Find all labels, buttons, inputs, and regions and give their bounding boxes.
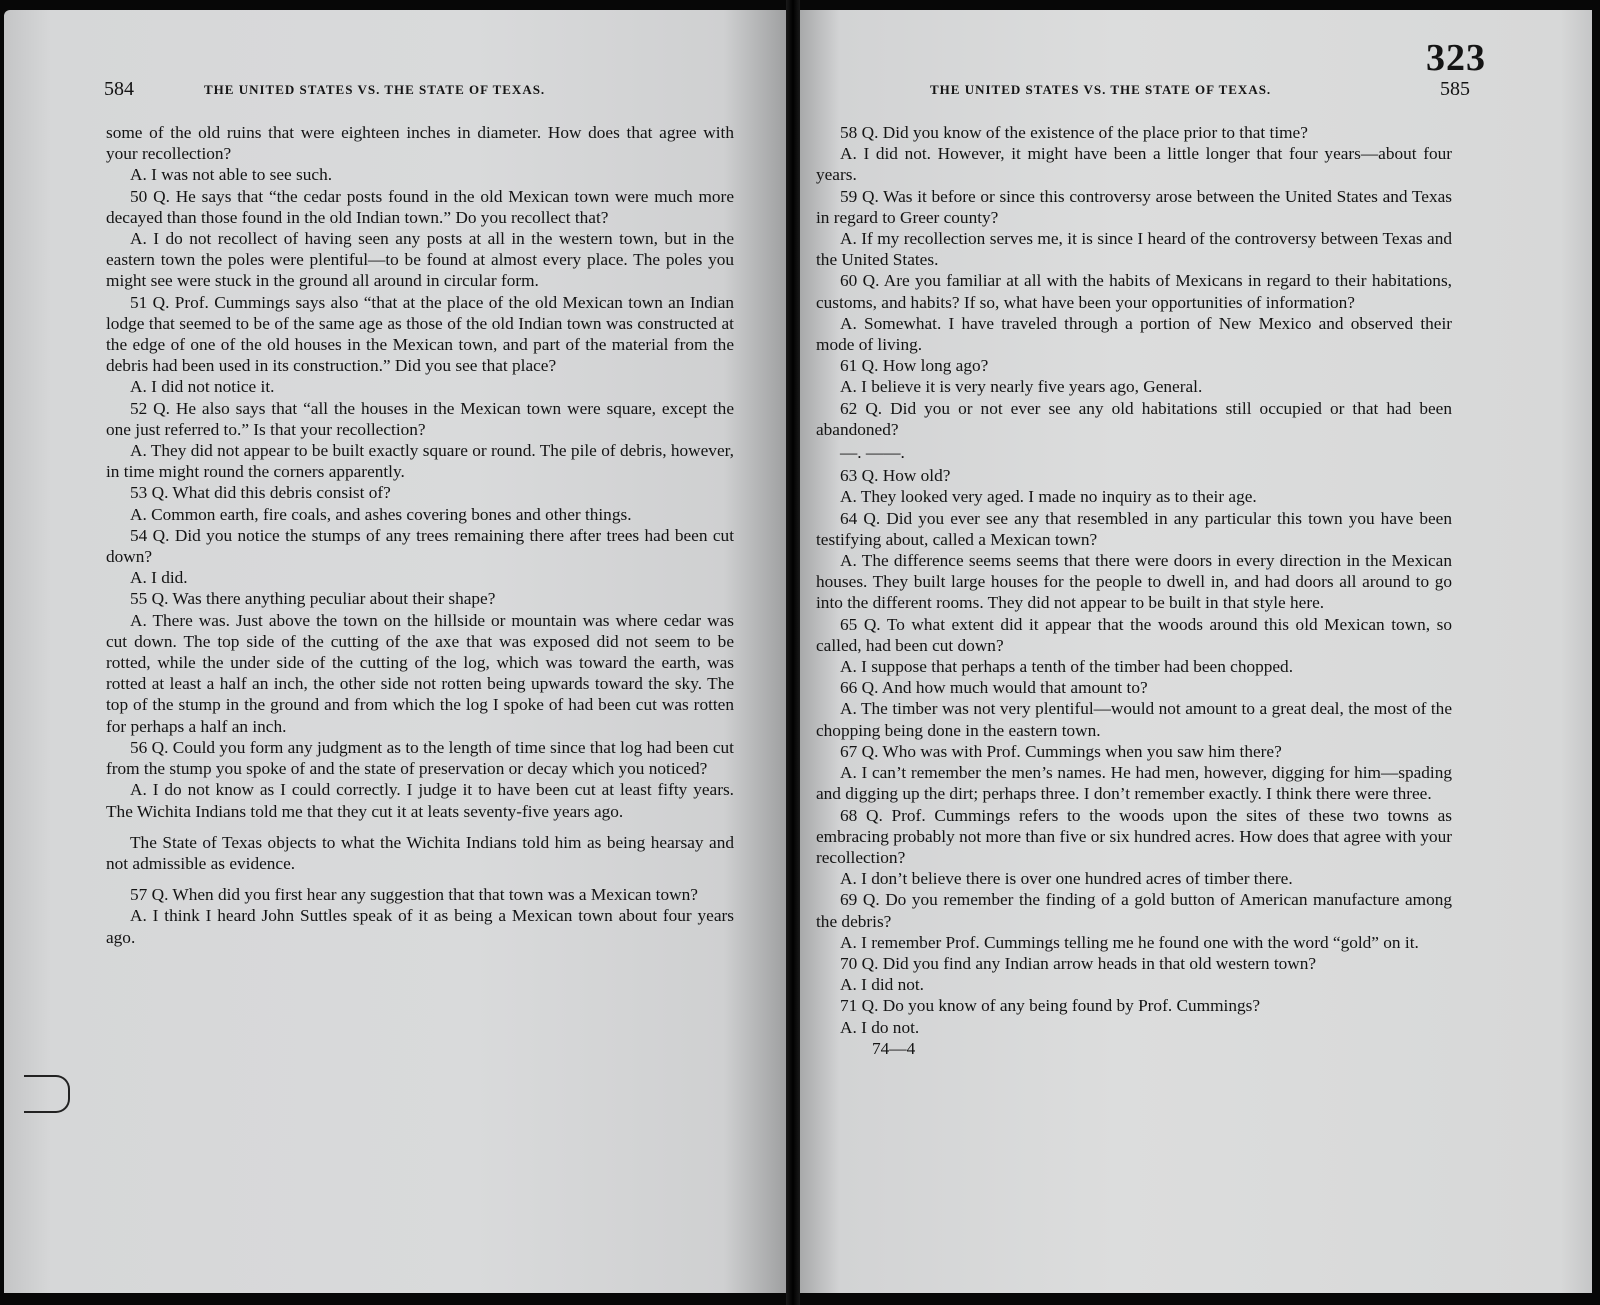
paragraph: 69 Q. Do you remember the finding of a gold button of American manufacture among the debris? <box>816 890 1452 931</box>
paragraph: 66 Q. And how much would that amount to? <box>840 678 1148 698</box>
paragraph: 68 Q. Prof. Cummings refers to the woods upon the sites of these two towns as embracing probably not more than five or six hundred acres. How does that agree with your recollection? <box>816 805 1452 867</box>
paragraph: 60 Q. Are you familiar at all with the habits of Mexicans in regard to their habitations, customs, and habits? If so, what have been your opportunities of information? <box>816 271 1452 312</box>
paragraph: A. I suppose that perhaps a tenth of the timber had been chopped. <box>840 657 1294 677</box>
right-page-text <box>816 122 1452 1059</box>
paragraph: A. If my recollection serves me, it is since I heard of the controversy between Texas and the United States. <box>816 229 1452 270</box>
paragraph: A. I believe it is very nearly five years ago, General. <box>840 377 1203 397</box>
paragraph: 71 Q. Do you know of any being found by Prof. Cummings? <box>840 996 1260 1016</box>
margin-bracket-mark <box>24 1075 70 1113</box>
paragraph: 65 Q. To what extent did it appear that the woods around this old Mexican town, so called, had been cut down? <box>816 614 1452 655</box>
paragraph: A. I remember Prof. Cummings telling me he found one with the word “gold” on it. <box>840 932 1419 952</box>
paragraph: some of the old ruins that were eighteen inches in diameter. How does that agree with your recollection? <box>106 123 734 164</box>
objection-note: The State of Texas objects to what the Wichita Indians told him as being hearsay and not admissible as evidence. <box>106 832 734 873</box>
paragraph: 67 Q. Who was with Prof. Cummings when you saw him there? <box>840 741 1282 761</box>
paragraph: 53 Q. What did this debris consist of? <box>130 483 391 503</box>
paragraph: A. They looked very aged. I made no inquiry as to their age. <box>840 487 1257 507</box>
paragraph: 63 Q. How old? <box>840 466 951 486</box>
paragraph: A. I do not know as I could correctly. I judge it to have been cut at least fifty years. The Wichita Indians told me that they cut it at leats seventy-five years ago. <box>106 780 734 821</box>
paragraph: A. I do not recollect of having seen any posts at all in the western town, but in the eastern town the poles were plentiful—to be found at almost every place. The poles you might see were stuck in the ground all around in circular form. <box>106 229 734 291</box>
answer-blank: —. ——. <box>840 443 905 463</box>
paragraph: A. The timber was not very plentiful—would not amount to a great deal, the most of the chopping being done in the eastern town. <box>816 699 1452 740</box>
paragraph: 51 Q. Prof. Cummings says also “that at the place of the old Mexican town an Indian lodge that seemed to be of the same age as those of the old Indian town was constructed at the edge of one of the old houses in the Mexican town, and part of the material from the debris had been used in its construction.” Did you see that place? <box>106 292 734 376</box>
paragraph: 57 Q. When did you first hear any suggestion that that town was a Mexican town? <box>130 885 698 905</box>
paragraph: 64 Q. Did you ever see any that resembled in any particular this town you have been testifying about, called a Mexican town? <box>816 508 1452 549</box>
paragraph: A. The difference seems seems that there were doors in every direction in the Mexican houses. They built large houses for the people to dwell in, and had doors all around to go into the different rooms. They did not appear to be built in that style here. <box>816 551 1452 613</box>
paragraph: 56 Q. Could you form any judgment as to the length of time since that log had been cut from the stump you spoke of and the state of preservation or decay which you noticed? <box>106 737 734 779</box>
paragraph: A. Common earth, fire coals, and ashes covering bones and other things. <box>130 504 632 524</box>
signature-mark: 74—4 <box>872 1038 916 1058</box>
paragraph: 62 Q. Did you or not ever see any old habitations still occupied or that had been abandoned? <box>816 398 1452 439</box>
paragraph: A. I can’t remember the men’s names. He had men, however, digging for him—spading and digging up the dirt; perhaps three. I don’t remember exactly. I think there were three. <box>816 763 1452 804</box>
paragraph: A. I was not able to see such. <box>130 165 333 185</box>
paragraph: 52 Q. He also says that “all the houses in the Mexican town were square, except the one just referred to.” Is that your recollection? <box>106 398 734 439</box>
paragraph: 55 Q. Was there anything peculiar about their shape? <box>130 589 496 609</box>
paragraph: 61 Q. How long ago? <box>840 356 989 376</box>
paragraph: A. I did not. However, it might have been a little longer that four years—about four years. <box>816 144 1452 185</box>
paragraph: A. They did not appear to be built exactly square or round. The pile of debris, however, in time might round the corners apparently. <box>106 441 734 482</box>
right-page <box>800 10 1592 1293</box>
paragraph: 70 Q. Did you find any Indian arrow heads in that old western town? <box>840 953 1317 973</box>
left-running-head: THE UNITED STATES VS. THE STATE OF TEXAS. <box>204 82 546 97</box>
paragraph: 50 Q. He says that “the cedar posts found in the old Mexican town were much more decayed than those found in the old Indian town.” Do you recollect that? <box>106 186 734 227</box>
paragraph: A. I don’t believe there is over one hundred acres of timber there. <box>840 869 1293 889</box>
paragraph: 58 Q. Did you know of the existence of the place prior to that time? <box>840 123 1308 142</box>
right-page-number: 585 <box>1440 78 1470 100</box>
paragraph: A. I do not. <box>840 1017 920 1037</box>
left-page <box>4 10 786 1293</box>
paragraph: 54 Q. Did you notice the stumps of any trees remaining there after trees had been cut down? <box>106 525 734 567</box>
paragraph: A. I did. <box>130 568 188 588</box>
paragraph: A. I did not notice it. <box>130 377 275 397</box>
paragraph: A. I think I heard John Suttles speak of it as being a Mexican town about four years ago. <box>106 906 734 947</box>
paragraph: A. I did not. <box>840 975 925 995</box>
book-gutter <box>786 0 800 1305</box>
paragraph: A. There was. Just above the town on the hillside or mountain was where cedar was cut down. The top side of the cutting of the axe that was exposed did not seem to be rotted, while the under side of the cutting of the log, which was toward the earth, was rotted at least a half an inch, the other side not rotten being upwards toward the sky. The top of the stump in the ground and from which the log I spoke of had been cut was rotten for perhaps a half an inch. <box>106 610 734 736</box>
paragraph: 59 Q. Was it before or since this controversy arose between the United States and Texas in regard to Greer county? <box>816 186 1452 227</box>
left-page-text <box>106 122 734 948</box>
left-page-number: 584 <box>104 78 134 100</box>
stamp-number: 323 <box>1426 37 1486 79</box>
right-running-head: THE UNITED STATES VS. THE STATE OF TEXAS. <box>930 82 1272 97</box>
paragraph: A. Somewhat. I have traveled through a portion of New Mexico and observed their mode of living. <box>816 313 1452 355</box>
